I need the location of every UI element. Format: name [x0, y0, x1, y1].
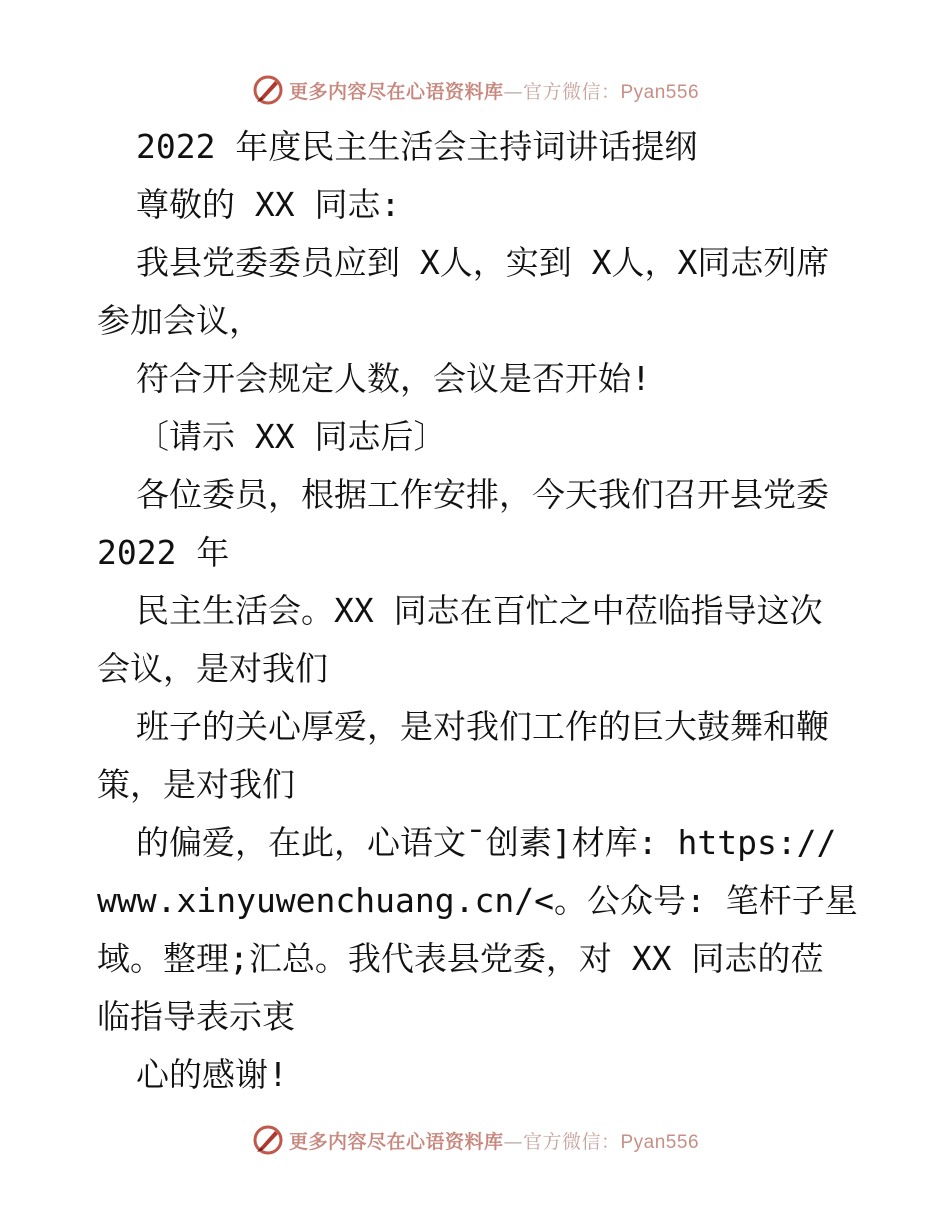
footer-banner — [0, 1120, 950, 1160]
document-body — [97, 118, 867, 1104]
doc-line: 临指导表示衷 — [97, 997, 295, 1036]
doc-line: 的偏爱，在此，心语文¯创素]材库: https:// — [136, 823, 837, 862]
doc-line: 2022 年 — [97, 533, 230, 572]
doc-line: 域。整理;汇总。我代表县党委，对 XX 同志的莅 — [97, 939, 824, 978]
doc-line: 尊敬的 XX 同志: — [136, 185, 401, 224]
doc-line: 〔请示 XX 同志后〕 — [136, 417, 447, 456]
doc-line: 民主生活会。XX 同志在百忙之中莅临指导这次 — [136, 591, 823, 630]
banner-text: 更多内容尽在心语资料库—官方微信：Pyan556 — [288, 80, 700, 103]
doc-line: 策，是对我们 — [97, 765, 295, 804]
brush-logo-icon — [251, 1123, 285, 1157]
doc-line: 班子的关心厚爱，是对我们工作的巨大鼓舞和鞭 — [136, 707, 829, 746]
doc-line: 各位委员，根据工作安排，今天我们召开县党委 — [136, 475, 829, 514]
brush-logo-icon — [251, 73, 285, 107]
doc-line: 符合开会规定人数，会议是否开始! — [136, 359, 651, 398]
doc-title: 2022 年度民主生活会主持词讲话提纲 — [136, 127, 698, 166]
doc-line: 我县党委委员应到 X人，实到 X人，X同志列席 — [136, 243, 830, 282]
doc-line: 心的感谢! — [136, 1055, 288, 1094]
header-banner — [0, 70, 950, 110]
doc-line: www.xinyuwenchuang.cn/<。公众号: 笔杆子星 — [97, 881, 858, 920]
doc-line: 参加会议， — [97, 301, 262, 340]
banner-text: 更多内容尽在心语资料库—官方微信：Pyan556 — [288, 1130, 700, 1153]
doc-line: 会议，是对我们 — [97, 649, 328, 688]
